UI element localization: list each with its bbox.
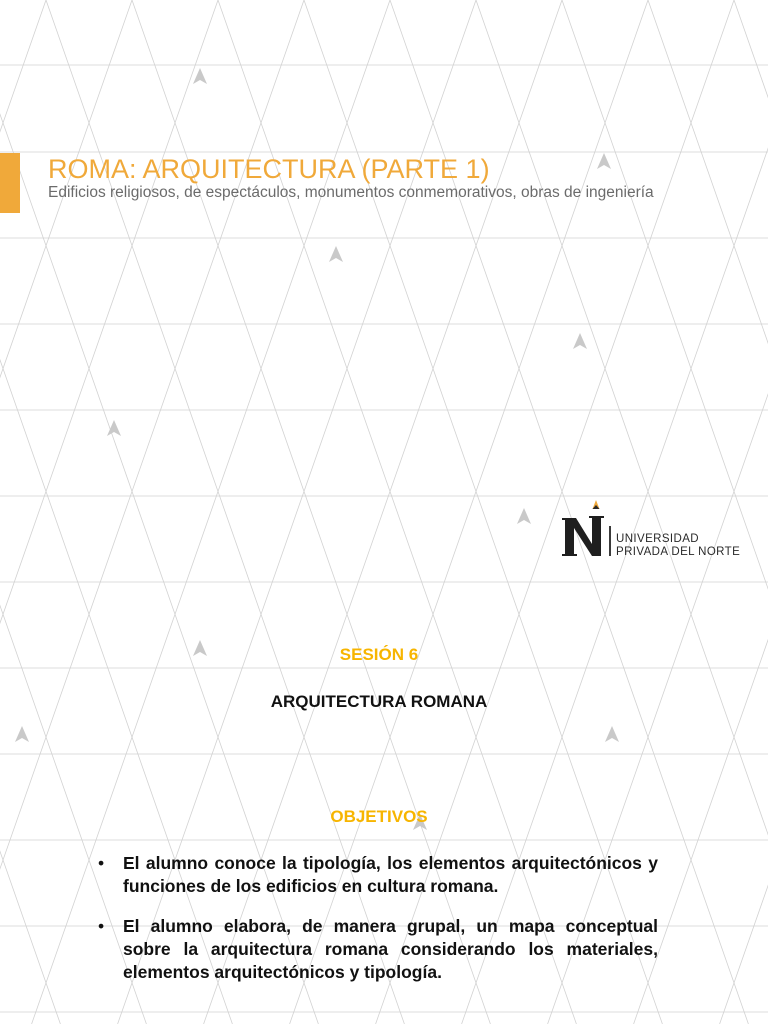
- university-logo: [560, 496, 760, 562]
- objective-text: El alumno conoce la tipología, los elementos arquitectónicos y funciones de los edificios en cultura romana.: [123, 853, 658, 897]
- objective-item: [98, 852, 658, 899]
- accent-bar: [0, 153, 20, 213]
- objectives-list: [98, 852, 658, 1000]
- session-label: SESIÓN 6: [339, 645, 419, 664]
- slide-subtitle: Edificios religiosos, de espectáculos, monumentos conmemorativos, obras de ingeniería: [48, 184, 654, 201]
- bullet-icon: •: [98, 853, 105, 873]
- objective-item: [98, 915, 658, 985]
- logo-wordmark: [616, 533, 740, 558]
- course-title: ARQUITECTURA ROMANA: [270, 692, 488, 711]
- logo-line-1: UNIVERSIDAD: [616, 533, 699, 545]
- upn-n-logo-icon: [560, 496, 608, 562]
- slide-title: ROMA: ARQUITECTURA (PARTE 1): [48, 154, 490, 184]
- objective-text: El alumno elabora, de manera grupal, un mapa conceptual sobre la arquitectura romana considerando los materiales, elementos arquitectónicos y tipología.: [123, 915, 658, 983]
- bullet-icon: •: [98, 915, 105, 936]
- objectives-heading: OBJETIVOS: [330, 807, 428, 826]
- logo-divider: [609, 526, 611, 556]
- logo-line-2: PRIVADA DEL NORTE: [616, 545, 741, 558]
